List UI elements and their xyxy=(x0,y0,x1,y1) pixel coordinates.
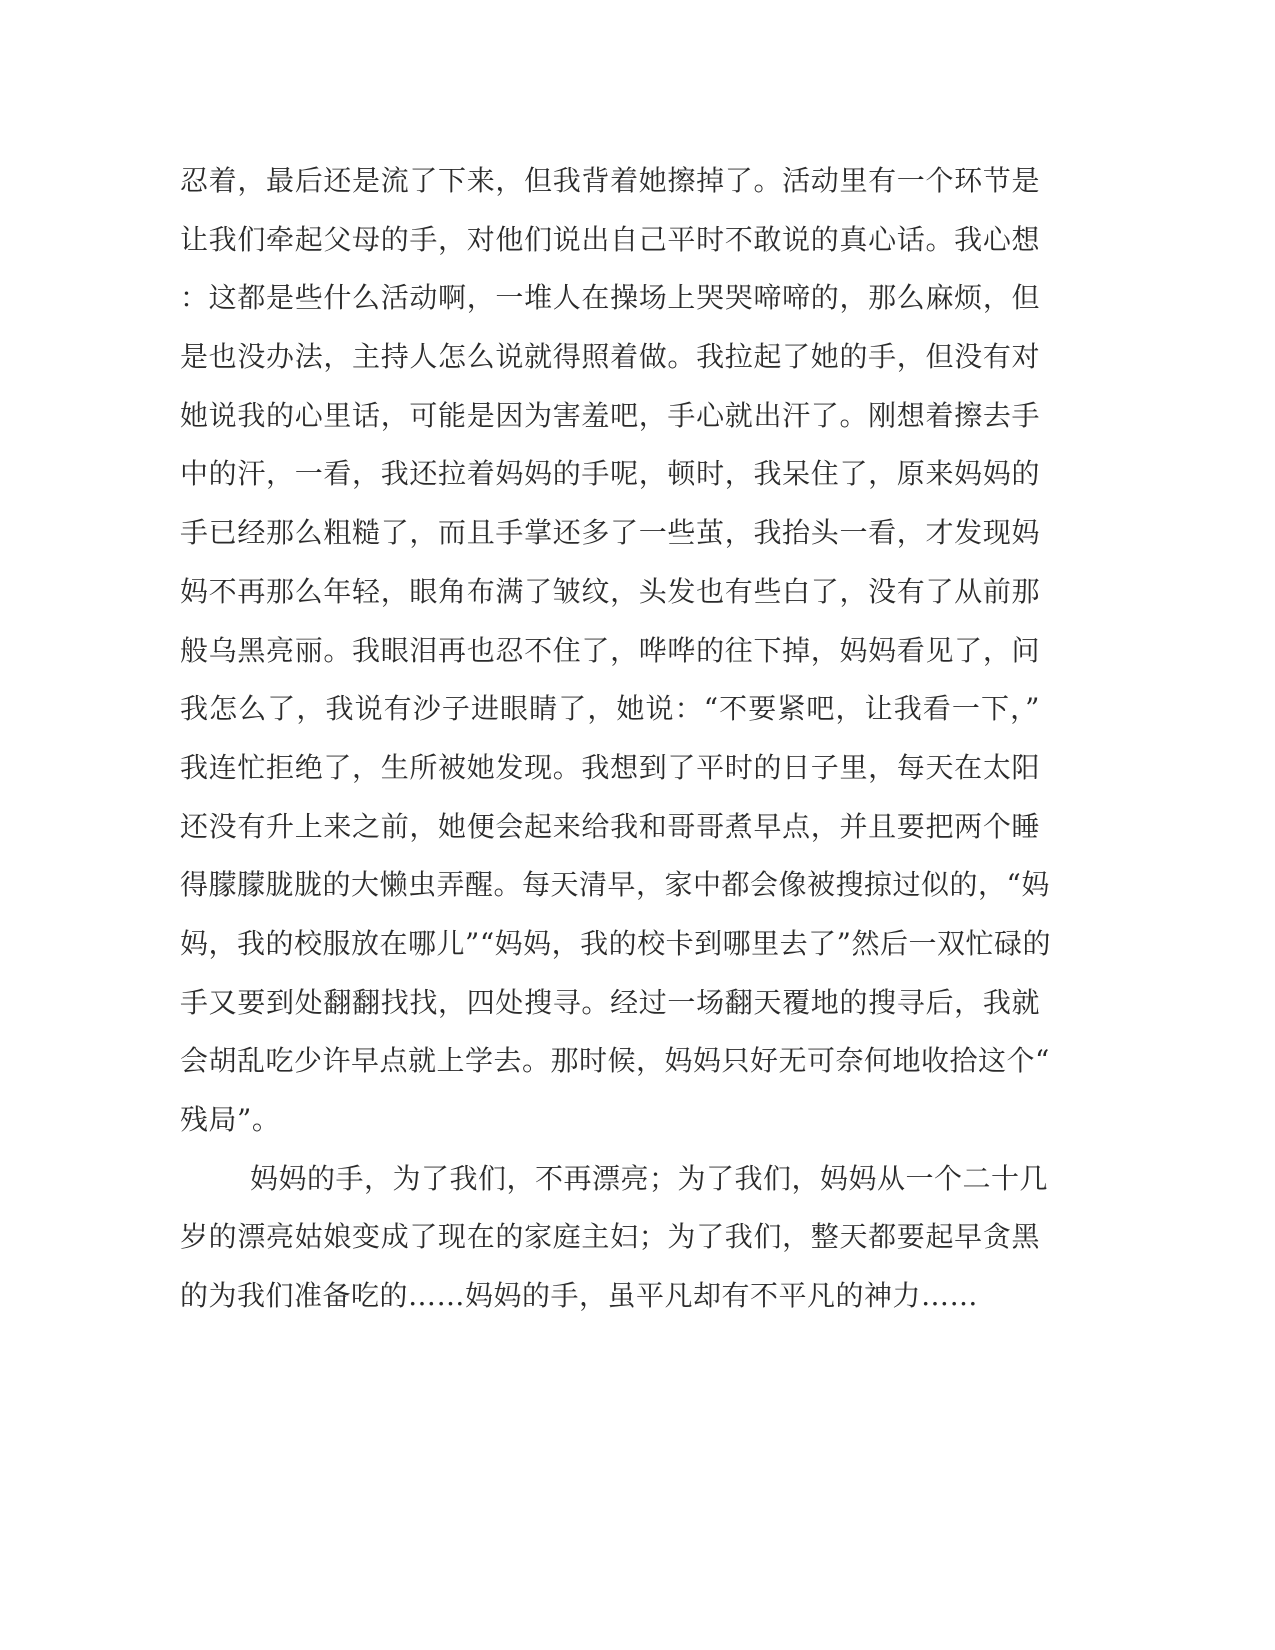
text-line: 妈，我的校服放在哪儿”“妈妈，我的校卡到哪里去了”然后一双忙碌的 xyxy=(180,926,1051,960)
text-line: 还没有升上来之前，她便会起来给我和哥哥煮早点，并且要把两个睡 xyxy=(180,809,1040,843)
paragraph-1 xyxy=(180,158,1051,1156)
text-line: 是也没办法，主持人怎么说就得照着做。我拉起了她的手，但没有对 xyxy=(180,340,1040,374)
body-text xyxy=(180,158,1051,1332)
text-line: 她说我的心里话，可能是因为害羞吧，手心就出汗了。刚想着擦去手 xyxy=(180,398,1040,432)
text-line: 我怎么了，我说有沙子进眼睛了，她说：“不要紧吧，让我看一下，” xyxy=(180,692,1040,726)
text-line: 手又要到处翻翻找找，四处搜寻。经过一场翻天覆地的搜寻后，我就 xyxy=(180,985,1040,1019)
text-line: 残局”。 xyxy=(180,1103,281,1136)
text-line: 忍着，最后还是流了下来，但我背着她擦掉了。活动里有一个环节是 xyxy=(180,164,1040,197)
text-line: 妈妈的手，为了我们，不再漂亮；为了我们，妈妈从一个二十几 xyxy=(250,1161,1049,1195)
text-line: 我连忙拒绝了，生所被她发现。我想到了平时的日子里，每天在太阳 xyxy=(180,750,1040,784)
text-line: 般乌黑亮丽。我眼泪再也忍不住了，哗哗的往下掉，妈妈看见了，问 xyxy=(180,633,1040,667)
text-line: 得朦朦胧胧的大懒虫弄醒。每天清早，家中都会像被搜掠过似的，“妈 xyxy=(180,868,1050,902)
text-line: 让我们牵起父母的手，对他们说出自己平时不敢说的真心话。我心想 xyxy=(180,222,1040,256)
text-line: 会胡乱吃少许早点就上学去。那时候，妈妈只好无可奈何地收拾这个“ xyxy=(180,1044,1050,1078)
text-line: 手已经那么粗糙了，而且手掌还多了一些茧，我抬头一看，才发现妈 xyxy=(180,516,1040,550)
text-line: 的为我们准备吃的……妈妈的手，虽平凡却有不平凡的神力…… xyxy=(180,1279,979,1313)
paragraph-2 xyxy=(180,1156,1049,1332)
text-line: 岁的漂亮姑娘变成了现在的家庭主妇；为了我们，整天都要起早贪黑 xyxy=(180,1220,1040,1254)
text-line: ：这都是些什么活动啊，一堆人在操场上哭哭啼啼的，那么麻烦，但 xyxy=(180,281,1040,315)
text-line: 妈不再那么年轻，眼角布满了皱纹，头发也有些白了，没有了从前那 xyxy=(180,574,1040,608)
text-line: 中的汗，一看，我还拉着妈妈的手呢，顿时，我呆住了，原来妈妈的 xyxy=(180,457,1040,491)
